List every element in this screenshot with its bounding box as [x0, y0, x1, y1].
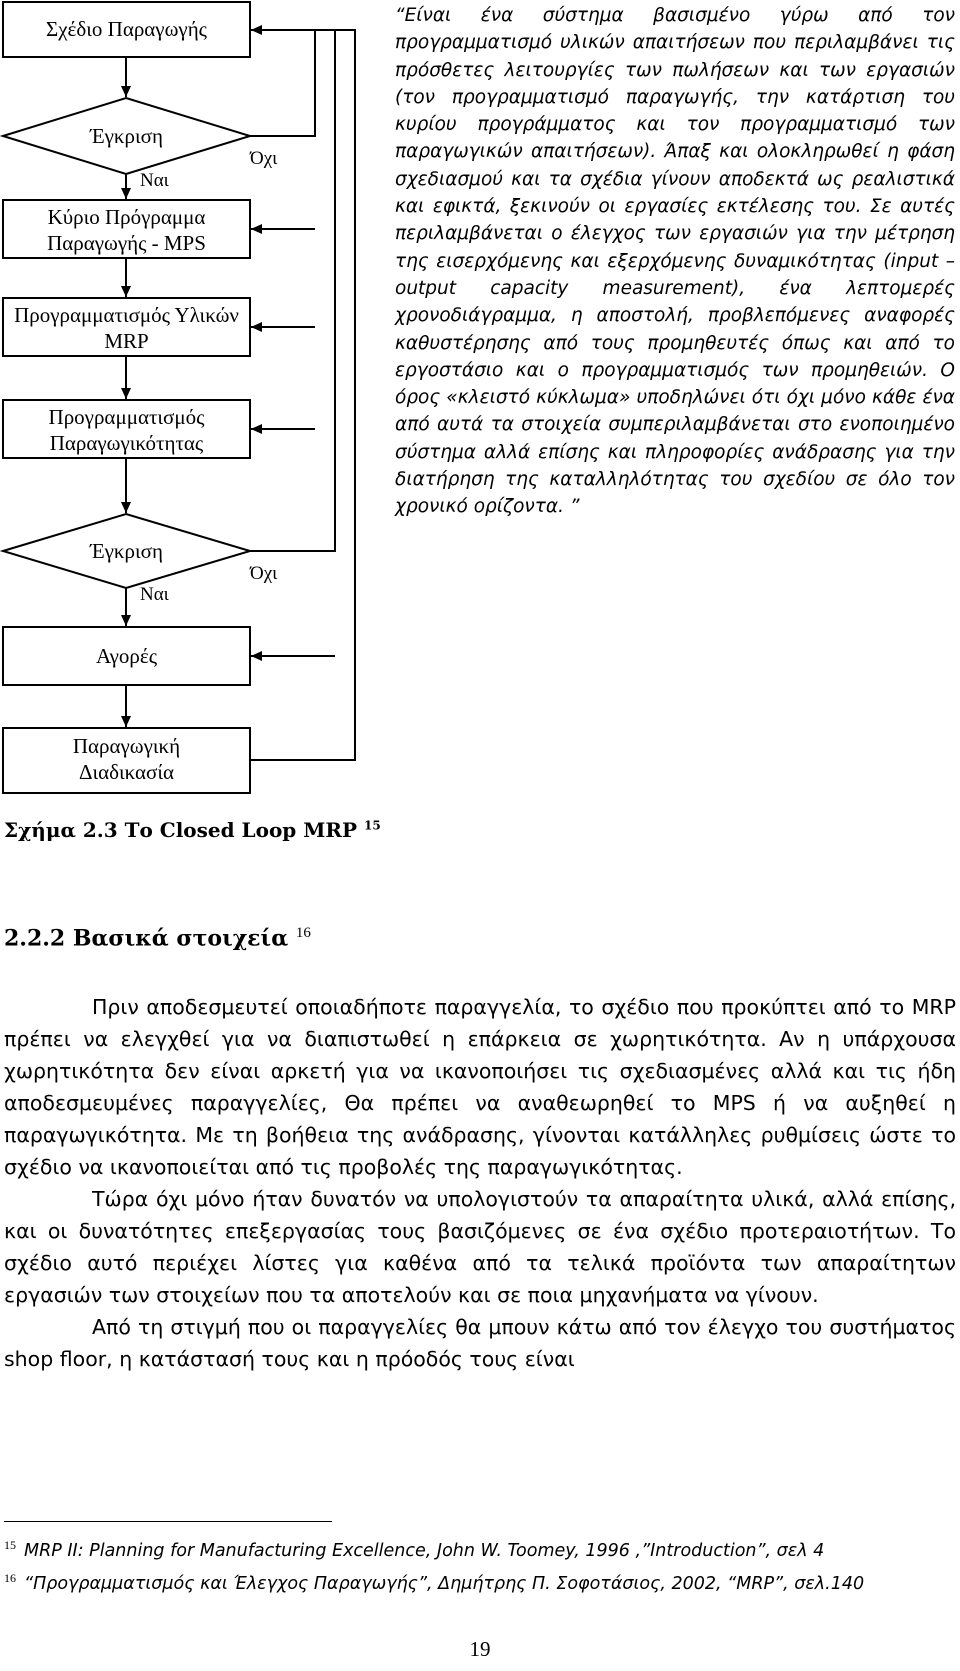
capacity-label-line1: Προγραμματισμός — [48, 405, 205, 429]
figure-caption-footnote-ref: 15 — [364, 818, 381, 833]
yes-1-label: Ναι — [140, 170, 169, 191]
footnote-text: MRP II: Planning for Manufacturing Excellence, John W. Toomey, 1996 ,”Introduction”, σελ 4 — [24, 1540, 825, 1561]
section-heading — [4, 925, 311, 951]
paragraph: Πριν αποδεσμευτεί οποιαδήποτε παραγγελία, το σχέδιο που προκύπτει από το MRP πρέπει να ελεγχθεί για να διαπιστωθεί η επάρκεια σε χωρητικότητα. Αν η υπάρχουσα χωρητικότητα δεν είναι αρκετή για να ικανοποιήσει τις σχεδιασμένες αλλά και τις ήδη αποδεσμευμένες παραγγελίες, Θα πρέπει να αναθεωρηθεί το MPS ή να αυξηθεί η παραγωγικότητα. Με τη βοήθεια της ανάδρασης, γίνονται κατάλληλες ρυθμίσεις ώστε το σχέδιο να ικανοποιείται από τις προβολές της παραγωγικότητας. — [4, 995, 956, 1179]
paragraph: Από τη στιγμή που οι παραγγελίες θα μπουν κάτω από τον έλεγχο του συστήματος shop floor, η κατάστασή τους και η πρόοδός τους είναι — [4, 1315, 956, 1371]
page-number: 19 — [469, 1637, 491, 1661]
closed-loop-quote: “Είναι ένα σύστημα βασισμένο γύρω από τον προγραμματισμό υλικών απαιτήσεων που περιλαμβάνει τις πρόσθετες λειτουργίες των πωλήσεων και των εργασιών (τον προγραμματισμό παραγωγής, την κατάρτιση του κυρίου προγράμματος και τον προγραμματισμό των παραγωγικών απαιτήσεων). Άπαξ και ολοκληρωθεί η φάση σχεδιασμού και τα σχέδια γίνουν αποδεκτά ως ρεαλιστικά και εφικτά, ξεκινούν οι εργασίες εκτέλεσης του. Σε αυτές περιλαμβάνεται ο έλεγχος των εργασιών για την μέτρηση της εισερχόμενης και εξερχόμενης δυναμικότητας (input – output capacity measurement), ένα λεπτομερές χρονοδιάγραμμα, η αποστολή, προβλεπόμενες αναφορές καθυστέρησης από τους προμηθευτές όπως και από το εργοστάσιο και ο προγραμματισμός των προμηθειών. Ο όρος «κλειστό κύκλωμα» υποδηλώνει ότι όχι μόνο κάθε ένα από αυτά τα στοιχεία συμπεριλαμβάνεται στο ενοποιημένο σύστημα αλλά επίσης και πληροφορίες ανάδρασης για την διατήρηση της καταλληλότητας του σχεδίου σε όλο τον χρονικό ορίζοντα. ” — [395, 5, 955, 518]
paragraph: Τώρα όχι μόνο ήταν δυνατόν να υπολογιστούν τα απαραίτητα υλικά, αλλά επίσης, και οι δυνατότητες επεξεργασίας τους βασιζόμενες σε ένα σχέδιο προτεραιοτήτων. Το σχέδιο αυτό περιέχει λίστες για καθένα από τα τελικά προϊόντα των απαραίτητων εργασιών των στοιχείων που τα αποτελούν και σε ποια μηχανήματα να γίνουν. — [4, 1187, 956, 1307]
footnote — [4, 1565, 954, 1598]
no-2-label: Όχι — [250, 563, 278, 584]
no-1-label: Όχι — [250, 148, 278, 169]
section-footnote-ref: 16 — [295, 925, 311, 941]
mrp-label — [3, 302, 250, 354]
capacity-label-line2: Παραγωγικότητας — [49, 431, 204, 455]
approval-1-label: Έγκριση — [90, 124, 163, 148]
mps-label-line1: Κύριο Πρόγραμμα — [47, 205, 206, 229]
footnote-mark: 16 — [4, 1570, 16, 1585]
mps-label-line2: Παραγωγής - MPS — [47, 231, 206, 255]
footnote-text: “Προγραμματισμός και Έλεγχος Παραγωγής”, Δημήτρης Π. Σοφοτάσιος, 2002, “MRP”, σελ.140 — [24, 1573, 865, 1594]
mrp-label-line2: MRP — [104, 329, 149, 353]
mps-label — [3, 204, 250, 256]
yes-2-label: Ναι — [140, 584, 169, 605]
capacity-label — [3, 404, 250, 456]
mrp-label-line1: Προγραμματισμός Υλικών — [14, 303, 239, 327]
closed-loop-mrp-diagram — [0, 0, 400, 800]
production-process-label — [3, 733, 250, 785]
figure-caption — [4, 818, 381, 842]
production-plan-label: Σχέδιο Παραγωγής — [46, 17, 207, 41]
purchases-label: Αγορές — [95, 644, 158, 668]
section-title: 2.2.2 Βασικά στοιχεία — [4, 925, 289, 952]
footnote-separator — [4, 1521, 332, 1522]
production-process-label-line1: Παραγωγική — [72, 734, 181, 758]
body-text — [4, 991, 956, 1375]
footnotes — [4, 1532, 954, 1598]
footnote — [4, 1532, 954, 1565]
approval-2-label: Έγκριση — [90, 539, 163, 563]
figure-caption-text: Σχήμα 2.3 Το Closed Loop MRP — [4, 818, 358, 842]
production-process-label-line2: Διαδικασία — [78, 760, 175, 784]
footnote-mark: 15 — [4, 1538, 16, 1552]
